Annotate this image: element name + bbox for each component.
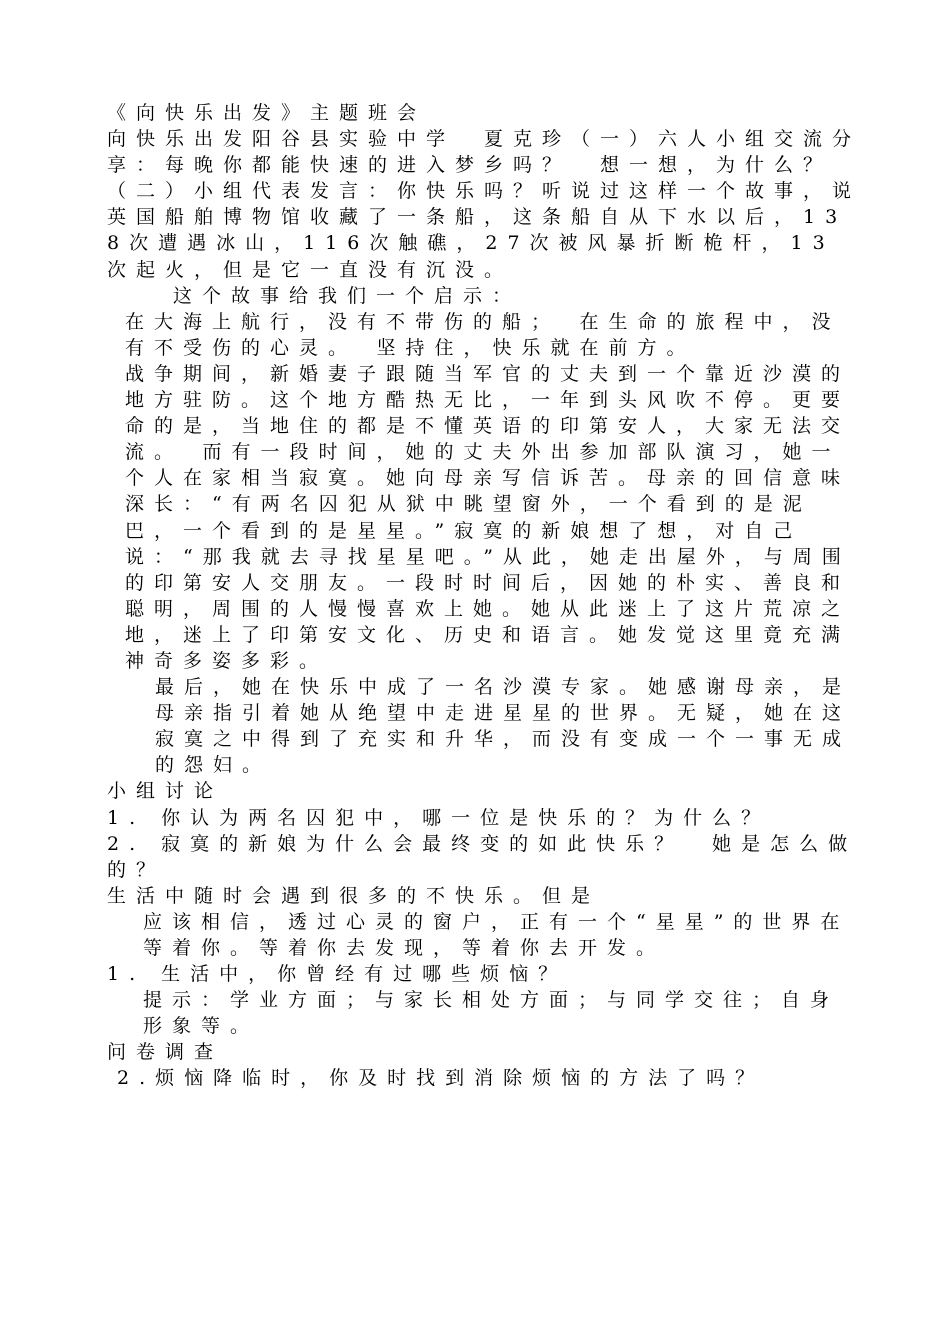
paragraph-lesson: 在大海上航行，没有不带伤的船； 在生命的旅程中，没有不受伤的心灵。 坚持住，快乐就在前方。 xyxy=(125,310,841,359)
question-2: 2. 寂寞的新娘为什么会最终变的如此快乐？ 她是怎么做的？ xyxy=(107,832,858,881)
section-heading-discussion: 小组讨论 xyxy=(107,780,224,803)
paragraph-lesson-heading: 这个故事给我们一个启示： xyxy=(173,284,522,307)
paragraph-story-ending: 最后，她在快乐中成了一名沙漠专家。她感谢母亲，是母亲指引着她从绝望中走进星星的世界。无疑，她在这寂寞之中得到了充实和升华，而没有变成一个一事无成的怨妇。 xyxy=(155,676,852,777)
paragraph-life: 生活中随时会遇到很多的不快乐。但是 xyxy=(107,884,601,907)
paragraph-believe: 应该相信，透过心灵的窗户，正有一个“星星”的世界在等着你。等着你去发现，等着你去开发。 xyxy=(143,910,850,959)
document-body xyxy=(107,100,862,1092)
paragraph-hint: 提示：学业方面；与家长相处方面；与同学交往；自身形象等。 xyxy=(143,989,840,1038)
question-troubles: 1. 生活中，你曾经有过哪些烦恼？ xyxy=(107,963,568,986)
question-1: 1. 你认为两名囚犯中，哪一位是快乐的？为什么？ xyxy=(107,806,771,829)
document-title: 《向快乐出发》主题班会 xyxy=(107,102,427,124)
section-heading-survey: 问卷调查 xyxy=(107,1041,224,1064)
question-survey-2: 2.烦恼降临时，你及时找到消除烦恼的方法了吗？ xyxy=(117,1067,765,1090)
paragraph-story: 战争期间，新婚妻子跟随当军官的丈夫到一个靠近沙漠的地方驻防。这个地方酷热无比，一年到头风吹不停。更要命的是，当地住的都是不懂英语的印第安人，大家无法交流。 而有一段时间，她的丈夫外出参加部队演习，她一个人在家相当寂寞。她向母亲写信诉苦。母亲的回信意味深长：“有两名囚犯从狱中眺望窗外，一个看到的是泥巴，一个看到的是星星。”寂寞的新娘想了想，对自己说：“那我就去寻找星星吧。”从此，她走出屋外，与周围的印第安人交朋友。一段时时间后，因她的朴实、善良和聪明，周围的人慢慢喜欢上她。她从此迷上了这片荒凉之地，迷上了印第安文化、历史和语言。她发觉这里竟充满神奇多姿多彩。 xyxy=(125,362,851,672)
paragraph-intro: 向快乐出发阳谷县实验中学 夏克珍（一）六人小组交流分享：每晚你都能快速的进入梦乡吗？ 想一想，为什么？ （二）小组代表发言：你快乐吗？听说过这样一个故事，说英国船舶博物馆收藏了一条船，这条船自从下水以后，138次遭遇冰山，116次触礁，27次被风暴折断桅杆，13次起火，但是它一直没有沉没。 xyxy=(107,128,862,281)
